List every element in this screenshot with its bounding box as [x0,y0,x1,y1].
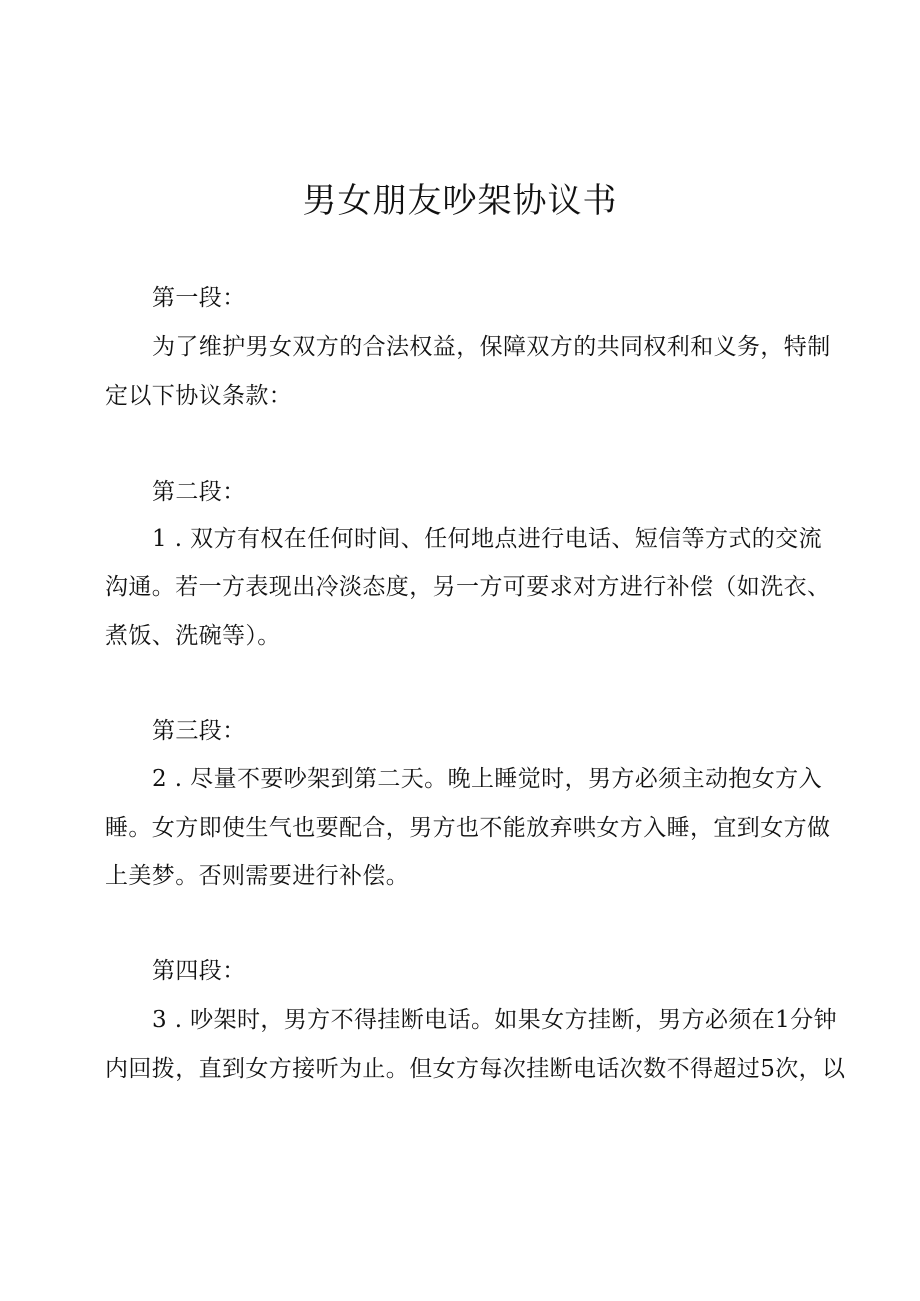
paragraph-line: 1 . 双方有权在任何时间、任何地点进行电话、短信等方式的交流 [152,526,822,552]
paragraph-line: 睡。女方即使生气也要配合，男方也不能放弃哄女方入睡，宜到女方做 [105,815,831,841]
section-heading: 第二段： [152,479,246,505]
paragraph-line: 3 . 吵架时，男方不得挂断电话。如果女方挂断，男方必须在1分钟 [152,1007,837,1033]
paragraph-line: 上美梦。否则需要进行补偿。 [105,863,410,889]
paragraph-line: 定以下协议条款： [105,383,293,409]
paragraph-line: 煮饭、洗碗等）。 [105,623,281,649]
paragraph-line: 2 . 尽量不要吵架到第二天。晚上睡觉时，男方必须主动抱女方入 [152,766,822,792]
paragraph-line: 为了维护男女双方的合法权益，保障双方的共同权利和义务，特制 [152,334,831,360]
paragraph-line: 内回拨，直到女方接听为止。但女方每次挂断电话次数不得超过5次，以 [105,1056,846,1082]
section-heading: 第三段： [152,718,246,744]
paragraph-line: 沟通。若一方表现出冷淡态度，另一方可要求对方进行补偿（如洗衣、 [105,574,831,600]
section-heading: 第一段： [152,285,246,311]
document-title: 男女朋友吵架协议书 [302,181,618,221]
section-heading: 第四段： [152,958,246,984]
